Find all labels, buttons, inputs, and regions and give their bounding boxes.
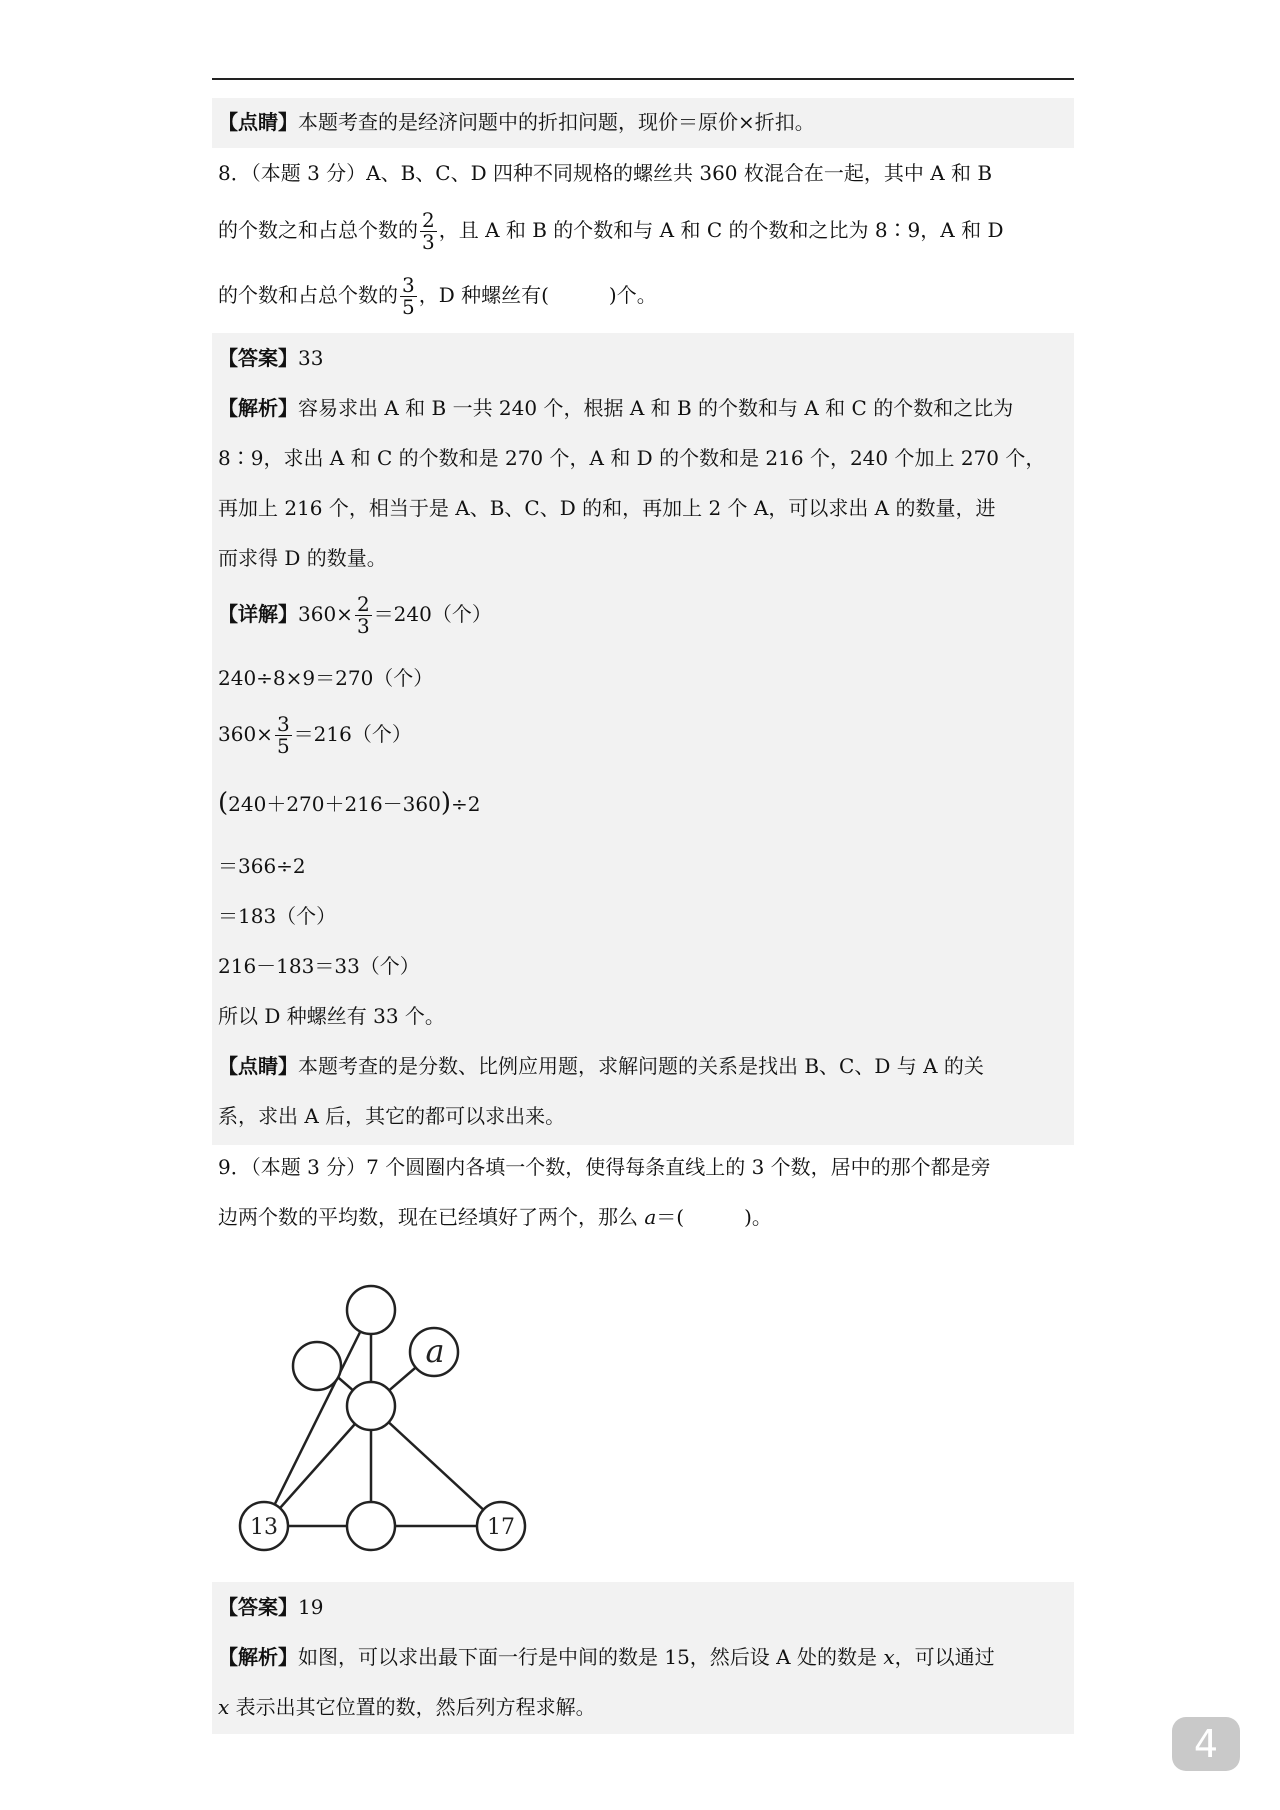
circle-bottom-middle [347,1502,395,1550]
analysis-text: 表示出其它位置的数，然后列方程求解。 [229,1695,596,1719]
fraction-numerator: 2 [422,208,435,232]
q8-analysis-line-1 [218,398,1013,418]
q9-stem-pre: 边两个数的平均数，现在已经填好了两个，那么 [218,1205,645,1229]
q8-stem-line-3-pre: 的个数和占总个数的 [218,283,398,307]
fraction-denominator: 5 [402,295,415,319]
header-rule [212,78,1074,80]
fraction-numerator: 2 [356,592,370,616]
q9-stem-line-2 [218,1207,772,1227]
q8-dianjing-line-2: 系，求出 A 后，其它的都可以求出来。 [218,1104,566,1128]
paren-open: ( [218,788,229,818]
analysis-text: 如图，可以求出最下面一行是中间的数是 15，然后设 A 处的数是 [298,1645,884,1669]
fraction-numerator: 3 [276,712,290,736]
q8-detail-line-4 [218,790,481,816]
q8-stem-line-3 [218,275,657,318]
q8-detail-line-2: 240÷8×9＝270（个） [218,666,434,690]
q8-detail-line-7: 216－183＝33（个） [218,954,420,978]
analysis-label: 【解析】 [218,1645,298,1669]
answer-value: 33 [298,346,324,370]
circle-top [347,1286,395,1334]
dianjing-text: 本题考查的是分数、比例应用题，求解问题的关系是找出 B、C、D 与 A 的关 [298,1054,984,1078]
analysis-label: 【解析】 [218,396,298,420]
detail-expr: 240＋270＋216－360 [228,792,441,816]
variable-x: x [218,1695,230,1719]
q8-analysis-line-4: 而求得 D 的数量。 [218,546,387,570]
dianjing-text: 本题考查的是经济问题中的折扣问题，现价＝原价×折扣。 [298,110,815,134]
detail-label: 【详解】 [218,602,298,626]
q8-conclusion: 所以 D 种螺丝有 33 个。 [218,1004,445,1028]
page-number-badge[interactable]: 4 [1172,1717,1240,1771]
variable-a: a [644,1205,657,1229]
q9-stem-post: ＝( )。 [656,1205,772,1229]
dianjing-q7 [218,112,815,132]
q8-analysis-line-2: 8∶9，求出 A 和 C 的个数和是 270 个，A 和 D 的个数和是 216 个，240 个加上 270 个， [218,446,1046,470]
q8-detail-line-3 [218,714,412,757]
detail-expr: 360× [298,602,353,626]
variable-x: x [883,1645,895,1669]
q9-analysis-line-2 [218,1697,596,1717]
fraction-denominator: 5 [276,734,290,758]
analysis-text: 容易求出 A 和 B 一共 240 个，根据 A 和 B 的个数和与 A 和 C 的个数和之比为 [298,396,1014,420]
circle-diagram [230,1270,540,1560]
q8-detail-line-1 [218,594,492,637]
diagram-line [371,1406,501,1526]
detail-result: ＝216（个） [293,722,412,746]
value-17: 17 [487,1515,515,1540]
q8-detail-line-6: ＝183（个） [218,904,337,928]
dianjing-label: 【点睛】 [218,110,298,134]
q8-detail-line-5: ＝366÷2 [218,854,306,878]
circle-center [347,1382,395,1430]
dianjing-label: 【点睛】 [218,1054,298,1078]
q9-stem-line-1: 9．（本题 3 分）7 个圆圈内各填一个数，使得每条直线上的 3 个数，居中的那个都是旁 [218,1155,991,1179]
q9-answer [218,1597,323,1617]
detail-result: ＝240（个） [373,602,492,626]
fraction-numerator: 3 [402,273,415,297]
q8-stem-line-2-pre: 的个数之和占总个数的 [218,218,418,242]
analysis-text: ，可以通过 [894,1645,995,1669]
answer-label: 【答案】 [218,346,298,370]
q8-stem-line-2 [218,210,1003,253]
fraction-two-thirds [355,594,372,637]
q8-dianjing-line-1 [218,1056,984,1076]
q9-analysis-line-1 [218,1647,995,1667]
q8-answer [218,348,323,368]
paren-close: ) [440,788,452,818]
fraction-two-thirds [420,210,437,253]
answer-value: 19 [298,1595,324,1619]
fraction-three-fifths [275,714,292,757]
fraction-denominator: 3 [356,614,370,638]
detail-expr: 360× [218,722,273,746]
detail-expr: ÷2 [451,792,481,816]
q8-stem-line-1: 8．（本题 3 分）A、B、C、D 四种不同规格的螺丝共 360 枚混合在一起，其中 A 和 B [218,161,993,185]
label-a: a [425,1332,445,1370]
fraction-denominator: 3 [422,230,435,254]
answer-label: 【答案】 [218,1595,298,1619]
value-13: 13 [250,1515,278,1540]
q8-stem-line-2-post: ，且 A 和 B 的个数和与 A 和 C 的个数和之比为 8∶9，A 和 D [438,218,1004,242]
q8-analysis-line-3: 再加上 216 个，相当于是 A、B、C、D 的和，再加上 2 个 A，可以求出 A 的数量，进 [218,496,996,520]
fraction-three-fifths [400,275,417,318]
q8-stem-line-3-post: ，D 种螺丝有( )个。 [418,283,657,307]
circle-upper-left [293,1342,341,1390]
